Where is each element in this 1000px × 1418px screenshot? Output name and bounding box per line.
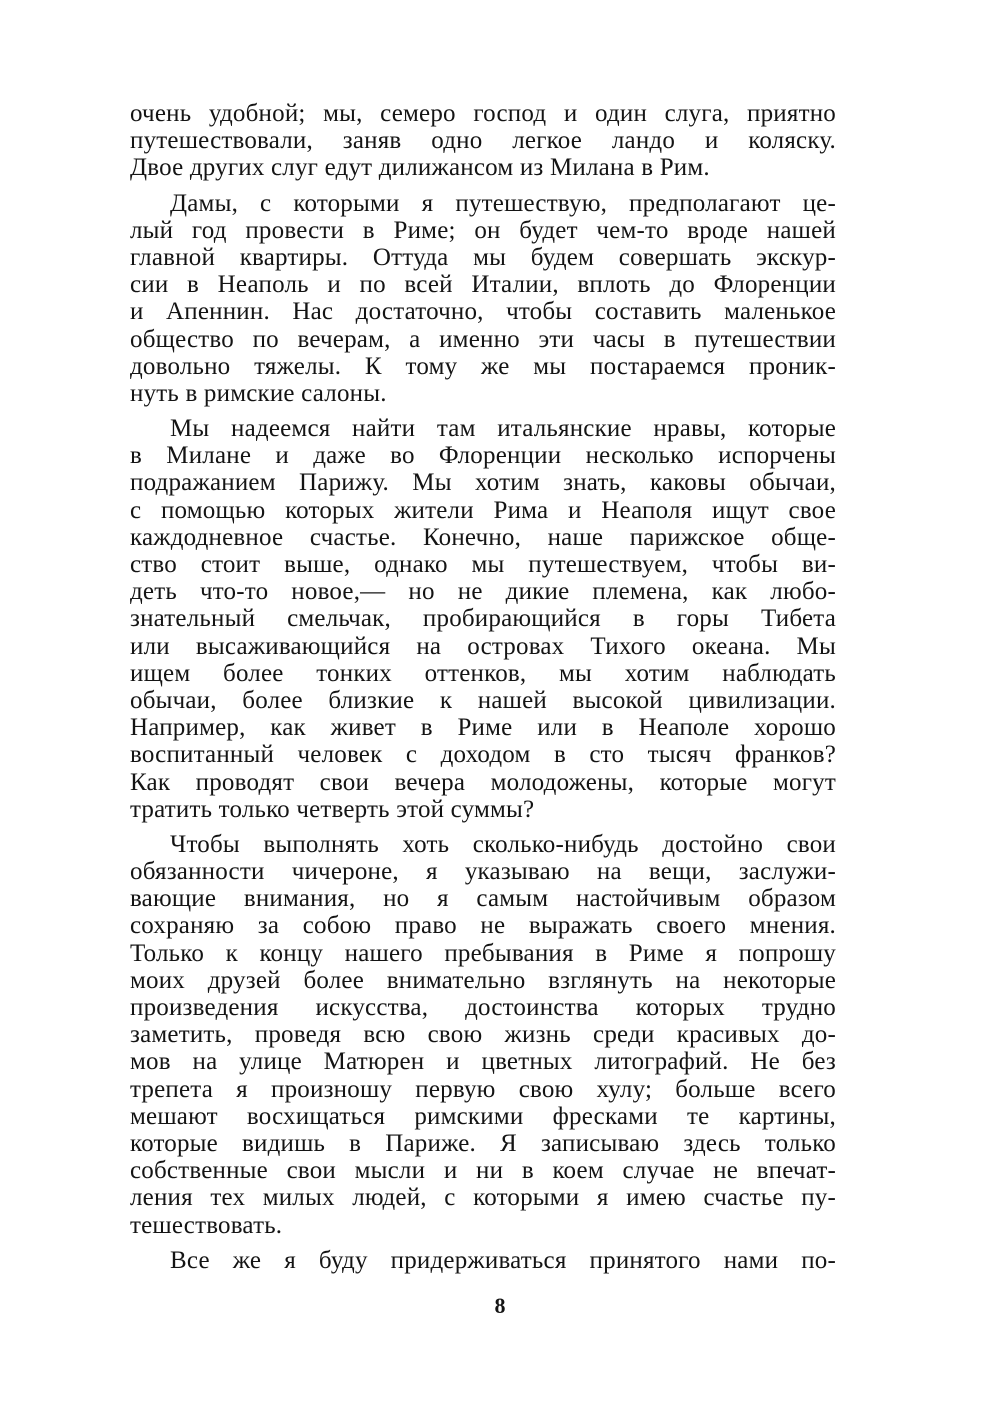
text-line: Все же я буду придерживаться принятого нами по- (170, 1246, 836, 1274)
text-line: знательный смельчак, пробирающийся в горы Тибета (130, 605, 836, 633)
text-line: Дамы, с которыми я путешествую, предполагают це- (170, 189, 836, 217)
text-line: которые видишь в Париже. Я записываю здесь только (130, 1129, 836, 1157)
text-line: главной квартиры. Оттуда мы будем совершать экскур- (130, 243, 836, 271)
text-line: трепета я произношу первую свою хулу; больше всего (130, 1075, 836, 1103)
text-line: с помощью которых жители Рима и Неаполя ищут свое (130, 496, 836, 524)
text-line: путешествовали, заняв одно легкое ландо и коляску. (130, 127, 836, 155)
paragraph (130, 415, 836, 823)
paragraph (130, 100, 836, 182)
text-line: каждодневное счастье. Конечно, наше парижское обще- (130, 523, 836, 551)
text-line: и Апеннин. Нас достаточно, чтобы составить маленькое (130, 298, 836, 326)
text-line: деть что-то новое,— но не дикие племена, как любо- (130, 578, 836, 606)
text-line: вающие внимания, но я самым настойчивым образом (130, 885, 836, 913)
text-line: Двое других слуг едут дилижансом из Милана в Рим. (130, 154, 710, 182)
text-line: произведения искусства, достоинства которых трудно (130, 994, 836, 1021)
text-line: Чтобы выполнять хоть сколько-нибудь достойно свои (170, 830, 836, 858)
text-line: Только к концу нашего пребывания в Риме я попрошу (130, 939, 836, 967)
text-line: тратить только четверть этой суммы? (130, 795, 535, 823)
text-line: общество по вечерам, а именно эти часы в путешествии (130, 325, 836, 353)
text-line: сии в Неаполь и по всей Италии, вплоть до Флоренции (130, 271, 836, 299)
text-line: воспитанный человек с доходом в сто тысяч франков? (130, 741, 836, 769)
text-line: нуть в римские салоны. (130, 379, 387, 407)
paragraph (130, 1247, 836, 1274)
page-number: 8 (494, 1293, 506, 1318)
text-line: Как проводят свои вечера молодожены, которые могут (130, 768, 836, 796)
text-line: Например, как живет в Риме или в Неаполе хорошо (130, 714, 836, 742)
text-line: подражанием Парижу. Мы хотим знать, каковы обычаи, (130, 469, 836, 497)
text-line: ищем более тонких оттенков, мы хотим наблюдать (130, 659, 836, 687)
text-line: довольно тяжелы. К тому же мы постараемся проник- (130, 352, 836, 380)
text-line: ления тех милых людей, с которыми я имею счастье пу- (130, 1184, 836, 1212)
text-line: лый год провести в Риме; он будет чем-то вроде нашей (130, 216, 836, 244)
text-line: мешают восхищаться римскими фресками те картины, (130, 1102, 836, 1130)
text-line: Мы надеемся найти там итальянские нравы, которые (170, 415, 836, 443)
text-line: или высаживающийся на островах Тихого океана. Мы (130, 632, 836, 660)
text-line: тешествовать. (130, 1211, 283, 1239)
text-line: моих друзей более внимательно взглянуть на некоторые (130, 966, 836, 994)
text-line: обязанности чичероне, я указываю на вещи, заслужи- (130, 858, 836, 886)
paragraph (130, 831, 836, 1239)
text-line: ство стоит выше, однако мы путешествуем, чтобы ви- (130, 551, 836, 578)
text-line: обычаи, более близкие к нашей высокой цивилизации. (130, 686, 836, 714)
text-line: в Милане и даже во Флоренции несколько испорчены (130, 442, 836, 470)
paragraph (130, 190, 836, 408)
text-line: очень удобной; мы, семеро господ и один слуга, приятно (130, 100, 836, 127)
text-line: сохраняю за собою право не выражать своего мнения. (130, 912, 836, 940)
body-text (130, 100, 836, 1274)
text-line: мов на улице Матюрен и цветных литографий. Не без (130, 1048, 836, 1076)
text-line: собственные свои мысли и ни в коем случае не впечат- (130, 1157, 836, 1185)
text-line: заметить, проведя всю свою жизнь среди красивых до- (130, 1021, 836, 1049)
